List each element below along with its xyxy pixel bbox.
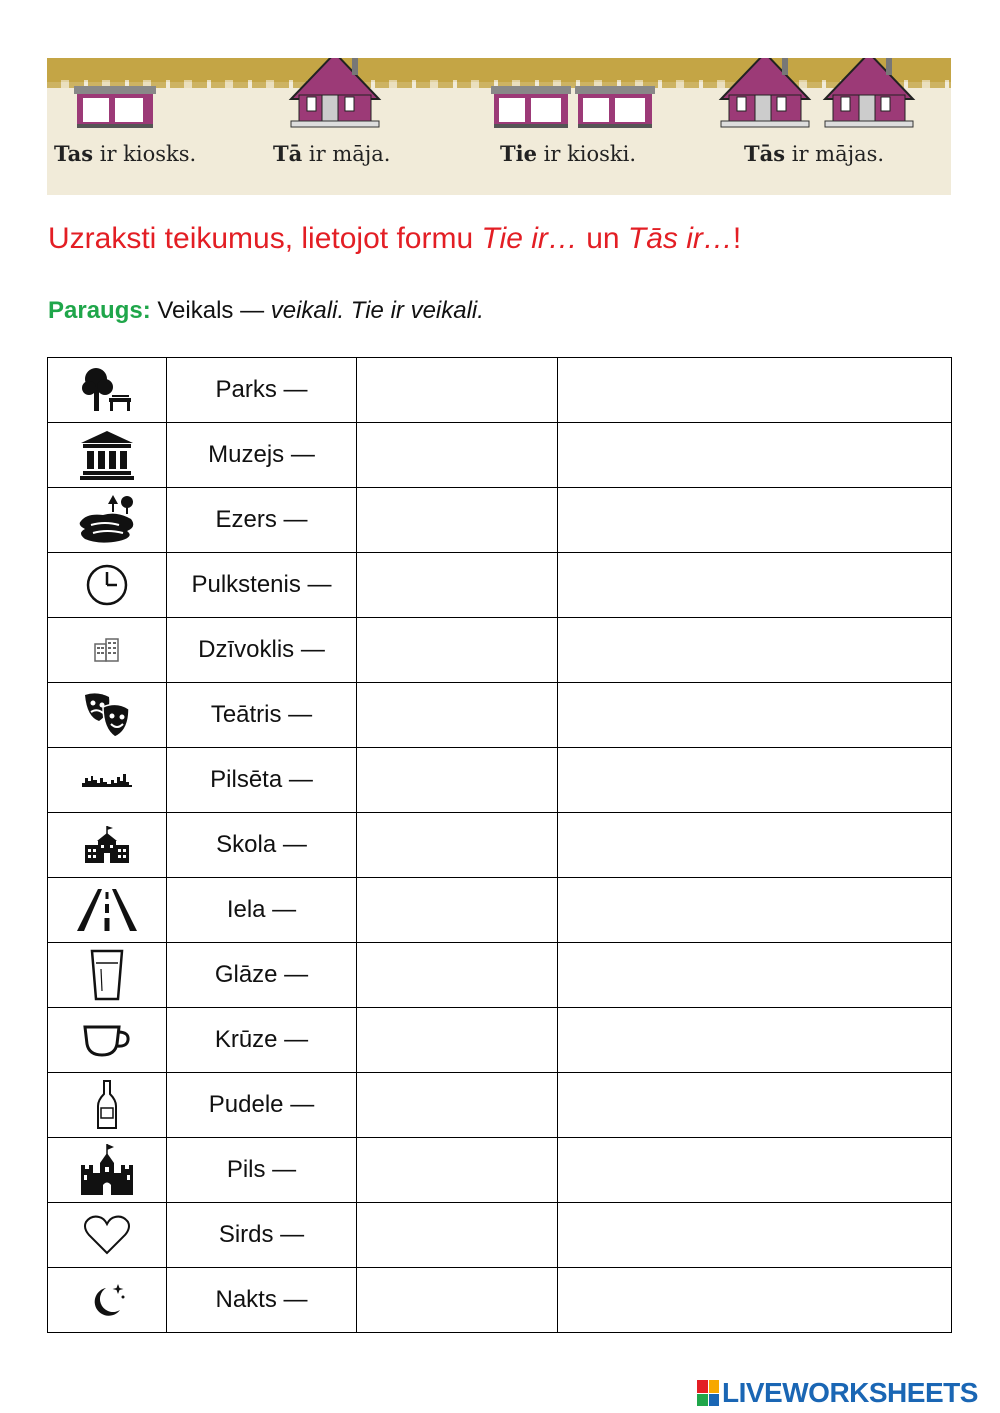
table-row (48, 1203, 952, 1268)
caption-rest: ir mājas. (785, 142, 885, 166)
word-cell: Iela — (167, 878, 357, 943)
clock-icon (85, 563, 129, 607)
word-cell: Teātris — (167, 683, 357, 748)
table-row (48, 878, 952, 943)
answer-cell-plural[interactable] (357, 813, 558, 878)
answer-cell-sentence[interactable] (558, 748, 952, 813)
kiosk-image (74, 84, 156, 130)
answer-cell-plural[interactable] (357, 358, 558, 423)
caption-pronoun: Tā (273, 141, 303, 166)
instruction-part: Uzraksti teikumus, lietojot formu (48, 222, 482, 255)
logo-square (709, 1380, 720, 1393)
table-row (48, 748, 952, 813)
heart-icon (83, 1214, 131, 1256)
answer-cell-plural[interactable] (357, 1073, 558, 1138)
word-cell: Sirds — (167, 1203, 357, 1268)
example-plain: Veikals — (150, 297, 271, 324)
answer-cell-sentence[interactable] (558, 1268, 952, 1333)
table-row (48, 943, 952, 1008)
table-row (48, 1073, 952, 1138)
caption-tas-ir-majas (744, 141, 884, 166)
answer-cell-sentence[interactable] (558, 553, 952, 618)
logo-square (697, 1394, 708, 1407)
answer-cell-sentence[interactable] (558, 423, 952, 488)
instruction-italic: Tās ir… (627, 222, 733, 255)
example-text (48, 297, 484, 325)
table-row (48, 423, 952, 488)
answer-cell-plural[interactable] (357, 423, 558, 488)
answer-cell-plural[interactable] (357, 1138, 558, 1203)
caption-rest: ir kiosks. (93, 142, 197, 166)
answer-cell-sentence[interactable] (558, 878, 952, 943)
word-cell: Nakts — (167, 1268, 357, 1333)
answer-cell-sentence[interactable] (558, 1203, 952, 1268)
answer-cell-sentence[interactable] (558, 813, 952, 878)
caption-pronoun: Tas (54, 141, 94, 166)
lake-icon (77, 493, 137, 547)
word-cell: Muzejs — (167, 423, 357, 488)
theater-masks-icon (81, 691, 133, 739)
caption-rest: ir kioski. (536, 142, 637, 166)
header-banner (47, 58, 951, 195)
answer-cell-plural[interactable] (357, 943, 558, 1008)
museum-icon (79, 429, 135, 481)
moon-icon (86, 1280, 128, 1320)
caption-pronoun: Tās (744, 141, 786, 166)
word-cell: Skola — (167, 813, 357, 878)
answer-cell-plural[interactable] (357, 1008, 558, 1073)
table-row (48, 1008, 952, 1073)
house-image (287, 58, 383, 129)
word-cell: Parks — (167, 358, 357, 423)
apartment-icon (94, 638, 120, 662)
answer-cell-plural[interactable] (357, 748, 558, 813)
example-label: Paraugs: (48, 297, 151, 324)
bottle-icon (96, 1080, 118, 1130)
logo-text: LIVEWORKSHEETS (722, 1377, 978, 1408)
caption-tas-ir-kiosks (54, 141, 196, 166)
instruction-part: ! (732, 222, 742, 255)
table-row (48, 813, 952, 878)
answer-cell-sentence[interactable] (558, 1073, 952, 1138)
answer-cell-sentence[interactable] (558, 618, 952, 683)
answer-cell-plural[interactable] (357, 683, 558, 748)
cup-icon (82, 1022, 132, 1058)
answer-cell-plural[interactable] (357, 618, 558, 683)
word-cell: Pudele — (167, 1073, 357, 1138)
school-icon (83, 825, 131, 865)
answer-cell-sentence[interactable] (558, 358, 952, 423)
table-row (48, 488, 952, 553)
logo-mark-icon (697, 1380, 719, 1406)
answer-cell-sentence[interactable] (558, 1138, 952, 1203)
answer-cell-plural[interactable] (357, 1268, 558, 1333)
instruction-italic: Tie ir… (481, 222, 578, 255)
table-row (48, 1138, 952, 1203)
instruction-text (48, 222, 741, 256)
caption-pronoun: Tie (500, 141, 537, 166)
park-icon (79, 365, 135, 415)
table-row (48, 358, 952, 423)
answer-cell-plural[interactable] (357, 488, 558, 553)
word-cell: Glāze — (167, 943, 357, 1008)
word-cell: Pils — (167, 1138, 357, 1203)
answer-cell-plural[interactable] (357, 1203, 558, 1268)
answer-cell-sentence[interactable] (558, 683, 952, 748)
logo-square (709, 1394, 720, 1407)
logo-square (697, 1380, 708, 1393)
word-cell: Dzīvoklis — (167, 618, 357, 683)
houses-image (717, 58, 922, 129)
road-icon (76, 888, 138, 932)
word-cell: Ezers — (167, 488, 357, 553)
liveworksheets-logo[interactable] (697, 1376, 978, 1410)
caption-rest: ir māja. (302, 142, 391, 166)
answer-cell-plural[interactable] (357, 553, 558, 618)
kiosks-image (491, 84, 657, 130)
caption-ta-ir-maja (273, 141, 390, 166)
example-italic: veikali. Tie ir veikali. (270, 297, 484, 324)
table-row (48, 683, 952, 748)
answer-cell-sentence[interactable] (558, 1008, 952, 1073)
caption-tie-ir-kioski (500, 141, 636, 166)
word-cell: Pulkstenis — (167, 553, 357, 618)
instruction-part: un (577, 222, 628, 255)
glass-icon (89, 949, 125, 1001)
table-row (48, 618, 952, 683)
word-cell: Krūze — (167, 1008, 357, 1073)
city-skyline-icon (81, 772, 133, 788)
castle-icon (80, 1143, 134, 1197)
answer-cell-sentence[interactable] (558, 488, 952, 553)
table-row (48, 553, 952, 618)
exercise-table (47, 357, 952, 1333)
table-row (48, 1268, 952, 1333)
answer-cell-plural[interactable] (357, 878, 558, 943)
answer-cell-sentence[interactable] (558, 943, 952, 1008)
word-cell: Pilsēta — (167, 748, 357, 813)
